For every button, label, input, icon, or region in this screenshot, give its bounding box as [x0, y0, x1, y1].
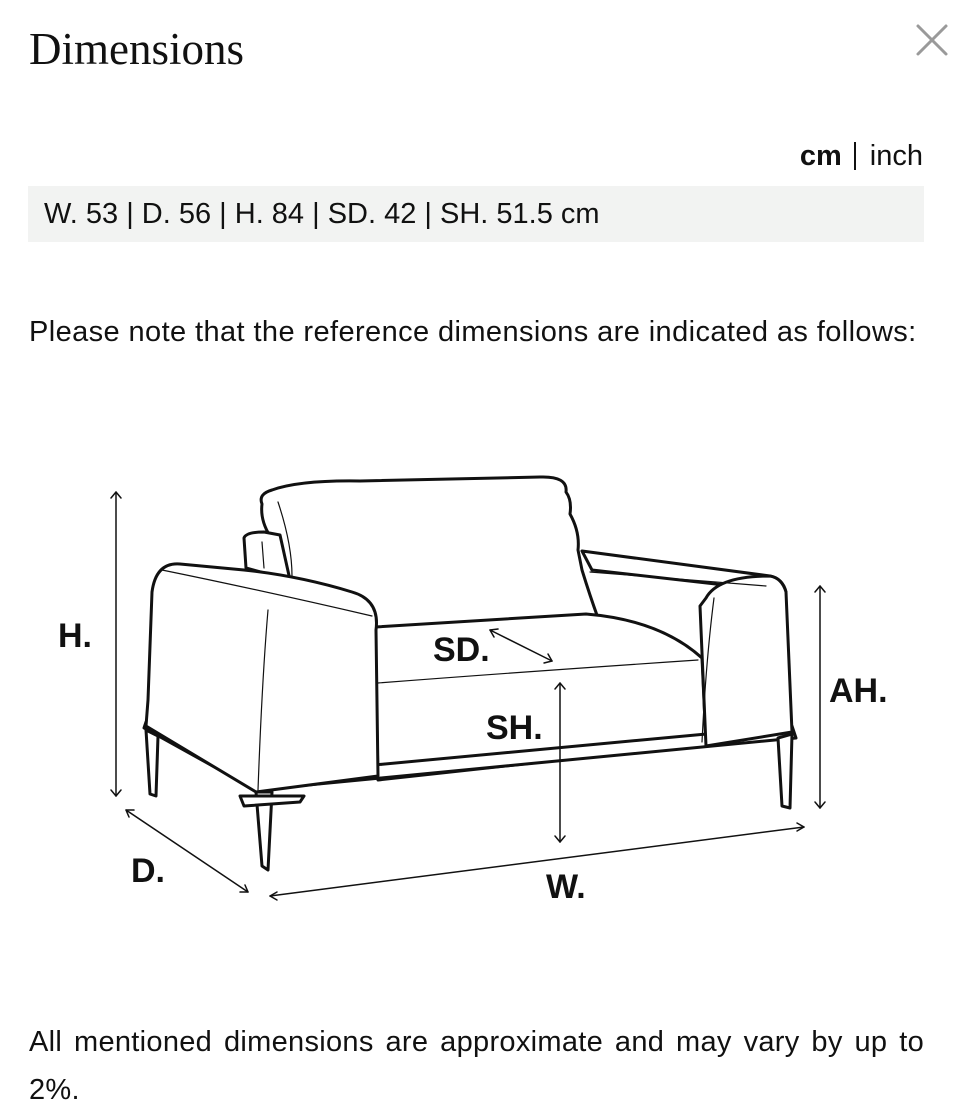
label-sh: SH.: [486, 709, 543, 747]
label-ah: AH.: [829, 672, 888, 710]
unit-toggle: [800, 136, 923, 176]
leg-back-left: [146, 730, 158, 796]
left-arm: [146, 564, 378, 792]
unit-separator: [854, 142, 856, 170]
label-sd: SD.: [433, 631, 490, 669]
leg-back-mid: [240, 796, 304, 806]
label-d: D.: [131, 852, 165, 890]
leg-front-right: [778, 734, 792, 808]
disclaimer-text: All mentioned dimensions are approximate and may vary by up to 2%.: [29, 1026, 924, 1106]
dimensions-summary: [28, 186, 924, 242]
close-icon: [912, 20, 952, 60]
label-h: H.: [58, 617, 92, 655]
armchair-dimensions-diagram: [0, 440, 964, 940]
label-w: W.: [546, 868, 586, 906]
reference-note: Please note that the reference dimensions are indicated as follows:: [29, 316, 917, 348]
dimensions-summary-text: W. 53 | D. 56 | H. 84 | SD. 42 | SH. 51.5 cm: [44, 197, 600, 230]
unit-option-inch[interactable]: inch: [869, 139, 923, 172]
close-button[interactable]: [912, 20, 952, 60]
modal-title: Dimensions: [29, 24, 245, 74]
unit-option-cm[interactable]: cm: [799, 139, 842, 172]
